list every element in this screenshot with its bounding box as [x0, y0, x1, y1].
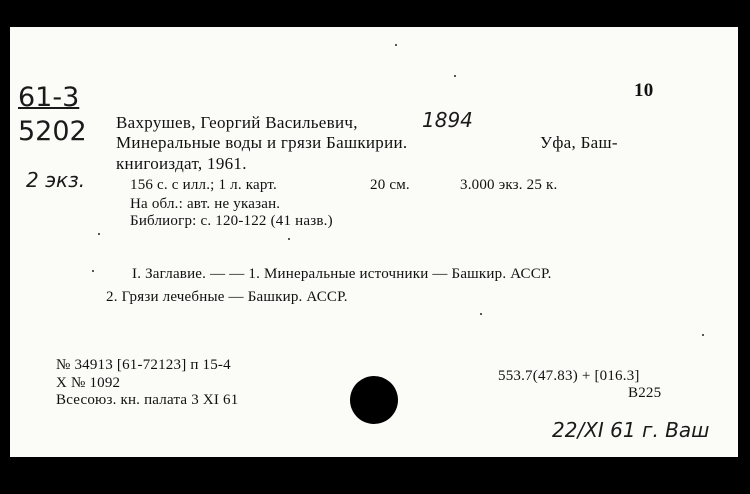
- catalog-card: [10, 27, 738, 457]
- subject-headings-line-2: 2. Грязи лечебные — Башкир. АССР.: [106, 289, 348, 305]
- publisher-line: книгоиздат, 1961.: [116, 154, 247, 173]
- author-line: Вахрушев, Георгий Васильевич,: [116, 113, 358, 132]
- print-run-price: 3.000 экз. 25 к.: [460, 177, 558, 193]
- card-number: 10: [634, 80, 654, 101]
- classification-index: 553.7(47.83) + [016.3]: [498, 368, 640, 384]
- handwritten-call-number-top: 61-3: [18, 82, 80, 113]
- note-cover: На обл.: авт. не указан.: [130, 196, 281, 212]
- classification-code: В225: [628, 385, 662, 401]
- handwritten-call-number-bottom: 5202: [18, 116, 87, 147]
- speck: [288, 238, 290, 240]
- publication-place: Уфа, Баш-: [540, 133, 618, 152]
- handwritten-copies-note: 2 экз.: [26, 168, 86, 192]
- punch-hole: [350, 376, 398, 424]
- handwritten-footer-note: 22/XI 61 г. Ваш: [552, 418, 710, 442]
- footer-x-number: Х № 1092: [56, 375, 121, 391]
- physical-size: 20 см.: [370, 177, 410, 193]
- subject-headings-line-1: I. Заглавие. — — 1. Минеральные источники — Башкир. АССР.: [132, 266, 552, 282]
- physical-description: 156 с. с илл.; 1 л. карт.: [130, 177, 277, 193]
- speck: [702, 334, 704, 336]
- speck: [92, 270, 94, 272]
- title-line: Минеральные воды и грязи Башкирии.: [116, 133, 408, 152]
- handwritten-birth-year: 1894: [422, 108, 473, 132]
- speck: [454, 75, 456, 77]
- speck: [395, 44, 397, 46]
- footer-chamber: Всесоюз. кн. палата 3 XI 61: [56, 392, 239, 408]
- speck: [98, 233, 100, 235]
- speck: [480, 313, 482, 315]
- note-bibliography: Библиогр: с. 120-122 (41 назв.): [130, 213, 333, 229]
- footer-registry-number: № 34913 [61-72123] п 15-4: [56, 357, 231, 373]
